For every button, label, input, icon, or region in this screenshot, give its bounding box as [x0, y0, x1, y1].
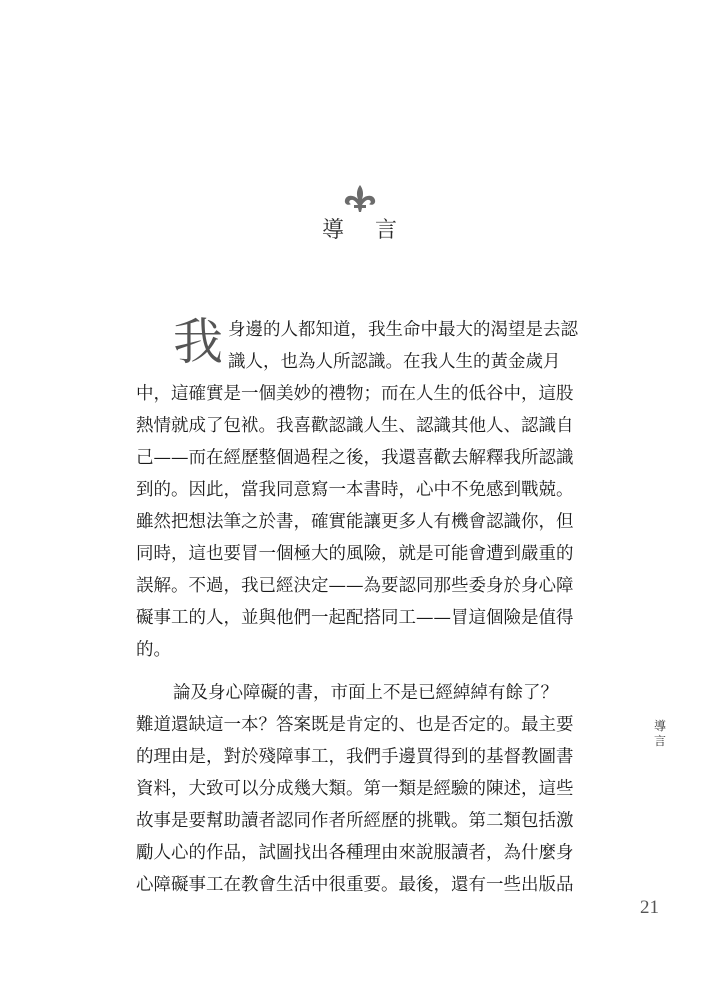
body-line: 中，這確實是一個美妙的禮物；而在人生的低谷中，這股 [136, 384, 574, 404]
body-line: 難道還缺這一本？答案既是肯定的、也是否定的。最主要 [136, 715, 574, 735]
body-line: 勵人心的作品，試圖找出各種理由來說服讀者，為什麼身 [136, 843, 574, 863]
side-chapter-tab: 導言 [653, 719, 666, 748]
body-line: 誤解。不過，我已經決定——為要認同那些委身於身心障 [136, 576, 574, 596]
drop-cap: 我 [173, 313, 223, 371]
page-number: 21 [640, 897, 659, 918]
body-line: 雖然把想法筆之於書，確實能讓更多人有機會認識你，但 [136, 512, 574, 532]
body-line: 心障礙事工在教會生活中很重要。最後，還有一些出版品 [136, 875, 574, 895]
body-line: 礙事工的人，並與他們一起配搭同工——冒這個險是值得 [136, 608, 574, 628]
body-line: 到的。因此，當我同意寫一本書時，心中不免感到戰兢。 [136, 480, 574, 500]
body-line: 故事是要幫助讀者認同作者所經歷的挑戰。第二類包括激 [136, 811, 574, 831]
body-line: 論及身心障礙的書，市面上不是已經綽綽有餘了？ [173, 683, 558, 703]
body-line: 識人，也為人所認識。在我人生的黃金歲月 [228, 352, 561, 372]
chapter-title: 導 言 [322, 218, 409, 243]
fleur-de-lis-icon [340, 183, 380, 213]
body-line: 熱情就成了包袱。我喜歡認識人生、認識其他人、認識自 [136, 416, 574, 436]
body-line: 的理由是，對於殘障事工，我們手邊買得到的基督教圖書 [136, 747, 574, 767]
body-line: 資料，大致可以分成幾大類。第一類是經驗的陳述，這些 [136, 779, 574, 799]
body-line: 的。 [136, 640, 171, 660]
body-line: 同時，這也要冒一個極大的風險，就是可能會遭到嚴重的 [136, 544, 574, 564]
body-line: 己——而在經歷整個過程之後，我還喜歡去解釋我所認識 [136, 448, 574, 468]
body-line: 身邊的人都知道，我生命中最大的渴望是去認 [228, 320, 578, 340]
